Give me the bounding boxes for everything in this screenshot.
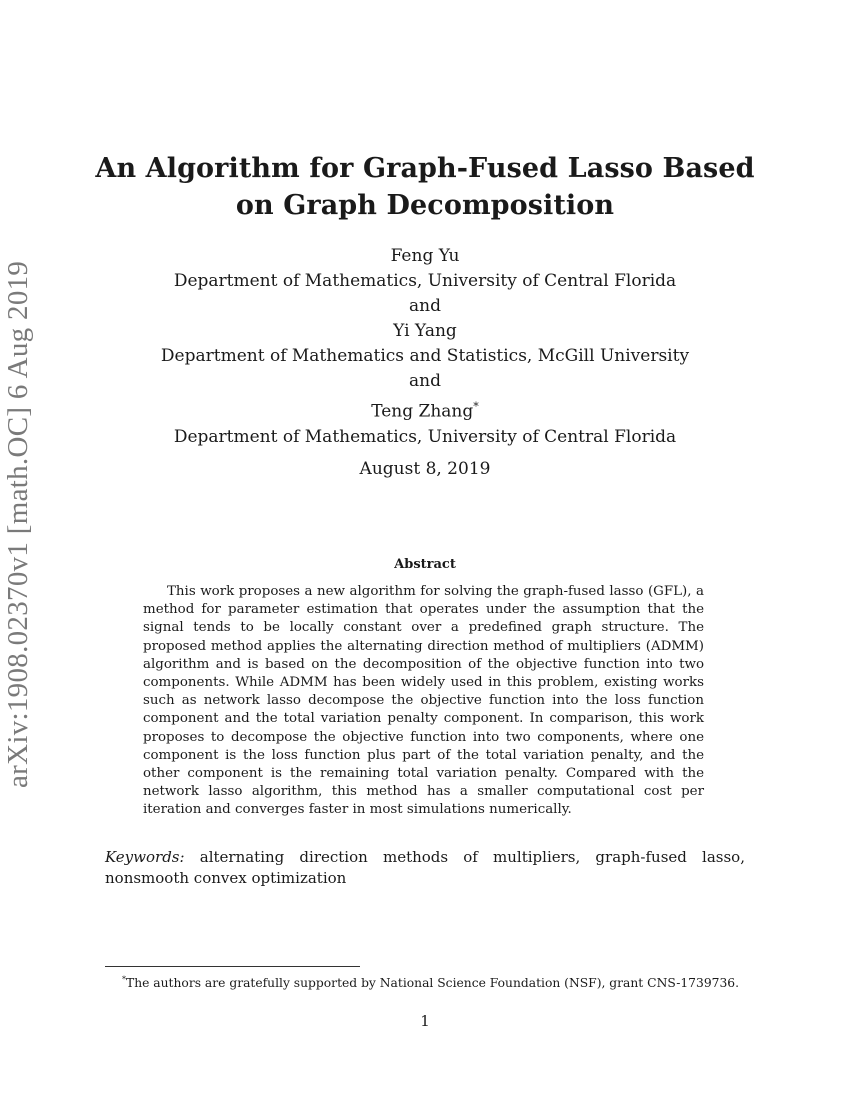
paper-title-line-2: on Graph Decomposition	[235, 190, 615, 221]
author-affiliation-3: Department of Mathematics, University of Central Florida	[173, 426, 677, 447]
author-affiliation-2: Department of Mathematics and Statistics, McGill University	[160, 346, 690, 366]
footnote-divider	[105, 966, 360, 967]
footnote-marker: *	[473, 400, 479, 413]
author-name-2: Yi Yang	[393, 321, 457, 341]
footnote-mark: *	[122, 975, 126, 984]
abstract-text: This work proposes a new algorithm for solving the graph-fused lasso (GFL), a method for parameter estimation that operates under the assumption that the signal tends to be locally constant over a predefined graph structure. The proposed method applies the alternating direction method of multipliers (ADMM) algorithm and is based on the decomposition of the objective function into two components. While ADMM has been widely used in this problem, existing works such as network lasso decompose the objective function into the loss function component and the total variation penalty component. In comparison, this work proposes to decompose the objective function into two components, where one component is the loss function plus part of the total variation penalty, and the other component is the remaining total variation penalty. Compared with the network lasso algorithm, this method has a smaller computational cost per iteration and converges faster in most simulations numerically.	[143, 584, 704, 818]
keywords-text: alternating direction methods of multipliers, graph-fused lasso, nonsmooth convex optimization	[105, 848, 745, 887]
footnote	[122, 972, 762, 991]
author-block	[0, 244, 850, 450]
author-separator-2: and	[409, 371, 441, 391]
abstract-heading: Abstract	[394, 557, 456, 572]
paper-title-line-1: An Algorithm for Graph-Fused Lasso Based	[95, 153, 755, 184]
author-name-3: Teng Zhang	[371, 401, 474, 422]
keywords-paragraph	[105, 847, 745, 889]
footnote-text: The authors are gratefully supported by National Science Foundation (NSF), grant CNS-1739736.	[126, 976, 740, 991]
author-separator-1: and	[409, 296, 441, 316]
keywords-label: Keywords:	[105, 848, 185, 866]
author-affiliation-1: Department of Mathematics, University of Central Florida	[173, 271, 677, 291]
arxiv-identifier-stamp: arXiv:1908.02370v1 [math.OC] 6 Aug 2019	[2, 260, 34, 788]
paper-date: August 8, 2019	[359, 459, 491, 479]
paper-title	[0, 150, 850, 224]
page-number: 1	[420, 1012, 430, 1030]
author-name-3-line	[0, 394, 850, 425]
author-name-1: Feng Yu	[390, 246, 460, 266]
